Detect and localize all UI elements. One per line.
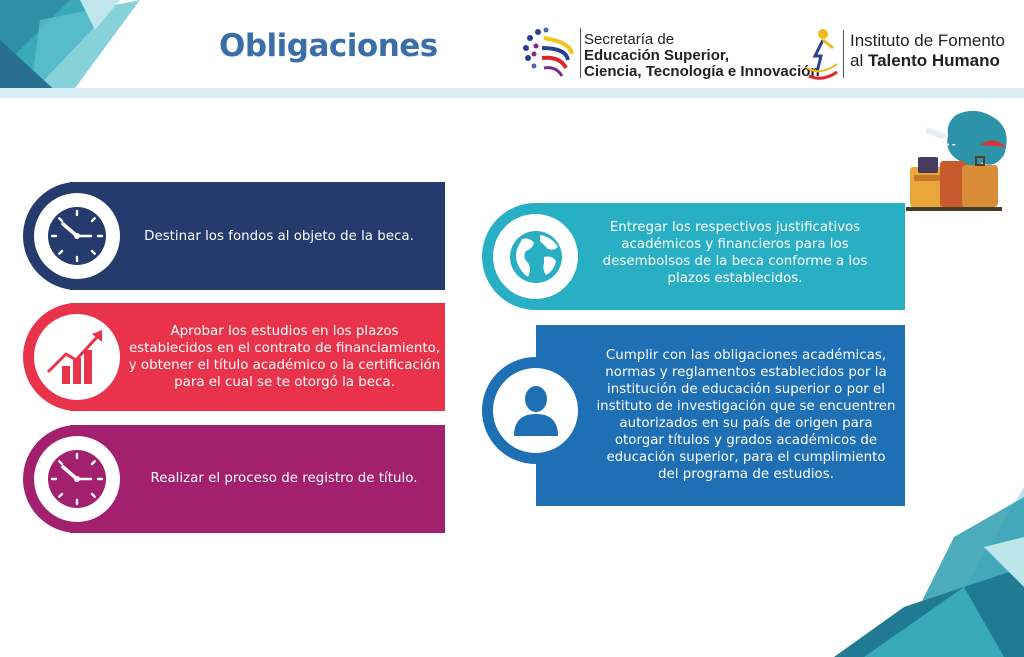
- ifth-logo: [803, 26, 1018, 84]
- obligation-card-5-text: Cumplir con las obligaciones académicas, normas y reglamentos establecidos por la institución de educación superior o por el instituto de investigación que se encuentren autorizados en su país de origen para otorgar títulos y grados académicos de educación superior, para el cumplimiento del programa de estudios.: [596, 348, 896, 482]
- senescyt-logo-text: Secretaría de Educación Superior, Ciencia, Tecnología e Innovación: [584, 31, 820, 80]
- travel-suitcase-icon: [896, 105, 1012, 217]
- senescyt-logo-mark: [520, 24, 578, 82]
- obligation-card-1-text: Destinar los fondos al objeto de la beca.: [144, 228, 414, 244]
- ifth-logo-text: Instituto de Fomento al Talento Humano: [850, 31, 1005, 70]
- obligation-card-2-text: Aprobar los estudios en los plazos establecidos en el contrato de financiamiento, y obtener el título académico o la certificación para el cual se te otorgó la beca.: [128, 324, 441, 390]
- decorative-triangles-bottom-right: [804, 477, 1024, 657]
- decorative-triangles-top-left: [0, 0, 140, 95]
- header-strip: [0, 88, 1024, 98]
- clock-icon: [46, 448, 108, 510]
- obligation-card-3-text: Realizar el proceso de registro de título.: [150, 470, 418, 486]
- globe-icon: [508, 229, 564, 285]
- page-title: Obligaciones: [219, 28, 438, 64]
- obligation-card-4-text: Entregar los respectivos justificativos académicos y financieros para los desembolsos de la beca conforme a los plazos establecidos.: [602, 220, 868, 286]
- ifth-logo-mark: [803, 26, 841, 82]
- senescyt-logo: [520, 24, 820, 84]
- clock-icon: [46, 205, 108, 267]
- user-icon: [512, 384, 560, 438]
- growth-chart-icon: [46, 326, 108, 388]
